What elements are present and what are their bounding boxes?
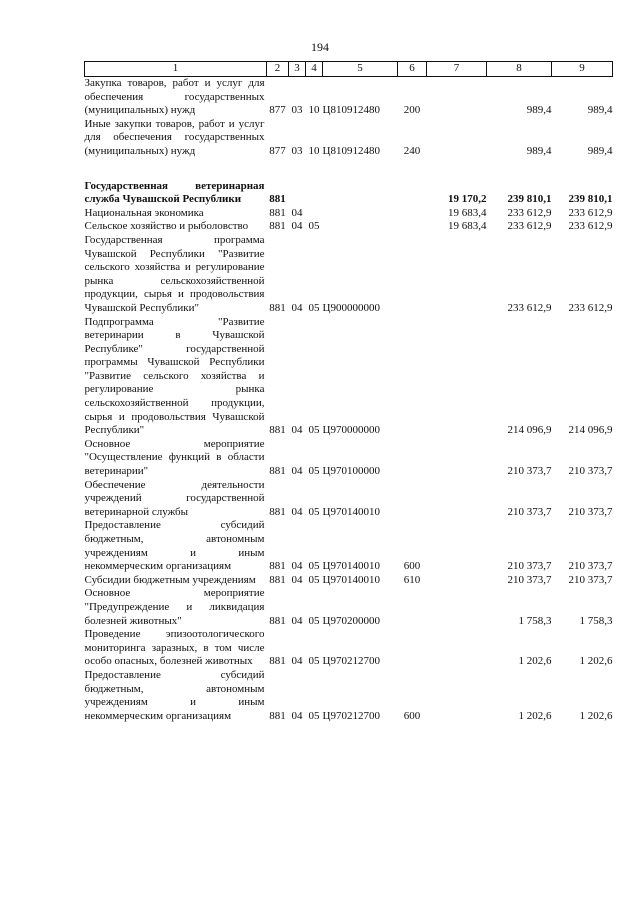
section-code: 04 (291, 573, 303, 586)
table-row (85, 316, 613, 438)
subsection-code: 05 (308, 424, 320, 437)
table-row (85, 519, 613, 573)
table-row (85, 220, 613, 234)
amount-col7 (427, 234, 487, 316)
expense-type: 600 (403, 560, 421, 573)
expense-type: 610 (403, 573, 421, 586)
amount-col7 (427, 77, 487, 118)
section-code: 04 (291, 560, 303, 573)
target-article: Ц970000000 (322, 424, 380, 437)
amount-col9: 239 810,1 (568, 193, 613, 206)
section-code: 03 (291, 104, 303, 117)
subsection-code: 05 (308, 465, 320, 478)
page-number: 194 (311, 40, 329, 54)
amount-col9: 210 373,7 (568, 573, 613, 586)
admin-code: 881 (269, 465, 286, 478)
section-code: 04 (291, 614, 303, 627)
admin-code: 881 (269, 220, 286, 233)
admin-code: 881 (269, 560, 286, 573)
amount-col7 (427, 669, 487, 723)
amount-col9: 1 202,6 (579, 709, 613, 722)
subsection-code (306, 180, 323, 207)
table-row (85, 479, 613, 520)
expense-type (398, 587, 427, 628)
amount-col9: 989,4 (587, 144, 613, 157)
section-code: 04 (291, 424, 303, 437)
spacer-row (85, 159, 613, 180)
row-name: Сельское хозяйство и рыболовство (84, 220, 249, 233)
amount-col7 (427, 574, 487, 588)
admin-code: 881 (269, 655, 286, 668)
table-body (85, 77, 613, 724)
row-name: Основное мероприятие "Осуществление функций в области ветеринарии" (84, 437, 265, 478)
table-row (85, 207, 613, 221)
table-row (85, 438, 613, 479)
expense-type: 200 (403, 104, 421, 117)
admin-code: 881 (269, 573, 286, 586)
expense-type (398, 180, 427, 207)
section-code: 04 (291, 465, 303, 478)
amount-col8: 1 202,6 (518, 709, 552, 722)
amount-col7 (427, 628, 487, 669)
table-row (85, 180, 613, 207)
amount-col8: 239 810,1 (507, 193, 552, 206)
section-code (289, 180, 306, 207)
row-name: Иные закупки товаров, работ и услуг для обеспечения государственных (муниципальных) нужд (84, 117, 265, 157)
section-code: 04 (291, 301, 303, 314)
amount-col7 (427, 316, 487, 438)
amount-col9: 210 373,7 (568, 465, 613, 478)
amount-col7 (427, 438, 487, 479)
subsection-code (306, 207, 323, 221)
section-code: 04 (291, 655, 303, 668)
amount-col9: 233 612,9 (568, 301, 613, 314)
row-name: Основное мероприятие "Предупреждение и ликвидация болезней животных" (84, 587, 265, 627)
row-name: Предоставление субсидий бюджетным, автономным учреждениям и иным некоммерческим организациям (84, 668, 265, 722)
amount-col8: 210 373,7 (507, 465, 552, 478)
column-header: 6 (398, 62, 427, 77)
row-name: Субсидии бюджетным учреждениям (84, 573, 256, 586)
amount-col9: 989,4 (587, 104, 613, 117)
amount-col8: 989,4 (526, 104, 552, 117)
spacer-cell (85, 159, 613, 180)
target-article (323, 220, 398, 234)
amount-col8: 989,4 (526, 144, 552, 157)
amount-col8: 210 373,7 (507, 505, 552, 518)
target-article: Ц810912480 (322, 104, 380, 117)
budget-table (84, 61, 613, 723)
amount-col8: 210 373,7 (507, 560, 552, 573)
section-code: 04 (291, 206, 303, 219)
column-header: 5 (323, 62, 398, 77)
admin-code: 881 (269, 709, 286, 722)
expense-type: 600 (403, 709, 421, 722)
amount-col7: 19 683,4 (448, 206, 487, 219)
subsection-code: 05 (308, 220, 320, 233)
table-row (85, 574, 613, 588)
expense-type (398, 479, 427, 520)
target-article: Ц970100000 (322, 465, 380, 478)
target-article (323, 207, 398, 221)
amount-col8: 214 096,9 (507, 424, 552, 437)
row-name: Государственная программа Чувашской Республики "Развитие сельского хозяйства и регулирование рынка сельскохозяйственной продукции, сырья и продовольствия Чувашской Республики" (84, 233, 265, 314)
row-name: Проведение эпизоотологического мониторинга заразных, в том числе особо опасных, болезней животных (84, 628, 265, 668)
amount-col7 (427, 519, 487, 573)
admin-code: 881 (269, 614, 286, 627)
admin-code: 881 (269, 206, 286, 219)
table-row (85, 77, 613, 118)
section-code: 04 (291, 505, 303, 518)
admin-code: 881 (269, 193, 286, 206)
target-article: Ц900000000 (322, 301, 380, 314)
amount-col8: 233 612,9 (507, 220, 552, 233)
amount-col9: 214 096,9 (568, 424, 613, 437)
expense-type (398, 628, 427, 669)
subsection-code: 10 (308, 144, 320, 157)
expense-type (398, 316, 427, 438)
subsection-code: 05 (308, 560, 320, 573)
admin-code: 877 (269, 104, 286, 117)
column-header: 4 (306, 62, 323, 77)
admin-code: 877 (269, 144, 286, 157)
amount-col8: 233 612,9 (507, 206, 552, 219)
row-name: Закупка товаров, работ и услуг для обеспечения государственных (муниципальных) нужд (84, 77, 265, 117)
amount-col9: 210 373,7 (568, 560, 613, 573)
column-header: 7 (427, 62, 487, 77)
section-code: 04 (291, 709, 303, 722)
column-header: 3 (289, 62, 306, 77)
amount-col8: 1 202,6 (518, 655, 552, 668)
amount-col9: 233 612,9 (568, 206, 613, 219)
table-row (85, 587, 613, 628)
section-code: 03 (291, 144, 303, 157)
target-article: Ц970140010 (322, 505, 380, 518)
expense-type (398, 220, 427, 234)
target-article (323, 180, 398, 207)
expense-type (398, 234, 427, 316)
expense-type: 240 (403, 144, 421, 157)
amount-col9: 1 758,3 (579, 614, 613, 627)
column-number-header (85, 62, 613, 77)
row-name: Подпрограмма "Развитие ветеринарии в Чувашской Республике" государственной программы Чувашской Республики "Развитие сельского хозяйства и регулирование рынка сельскохозяйственной продукции, сырья и продовольствия Чувашской Республики" (84, 315, 265, 437)
column-header: 8 (487, 62, 552, 77)
amount-col7: 19 170,2 (448, 193, 487, 206)
subsection-code: 05 (308, 709, 320, 722)
row-name: Государственная ветеринарная служба Чувашской Республики (84, 179, 265, 206)
row-name: Национальная экономика (84, 206, 204, 219)
table-row (85, 669, 613, 723)
amount-col8: 210 373,7 (507, 573, 552, 586)
table-row (85, 234, 613, 316)
target-article: Ц970212700 (322, 655, 380, 668)
subsection-code: 05 (308, 573, 320, 586)
target-article: Ц970140010 (322, 560, 380, 573)
amount-col7 (427, 479, 487, 520)
amount-col9: 233 612,9 (568, 220, 613, 233)
amount-col8: 1 758,3 (518, 614, 552, 627)
section-code: 04 (291, 220, 303, 233)
admin-code: 881 (269, 424, 286, 437)
amount-col7 (427, 587, 487, 628)
admin-code: 881 (269, 301, 286, 314)
expense-type (398, 438, 427, 479)
row-name: Предоставление субсидий бюджетным, автономным учреждениям и иным некоммерческим организациям (84, 519, 265, 573)
target-article: Ц810912480 (322, 144, 380, 157)
target-article: Ц970200000 (322, 614, 380, 627)
admin-code: 881 (269, 505, 286, 518)
table-row (85, 118, 613, 159)
column-header: 2 (267, 62, 289, 77)
column-header: 9 (552, 62, 613, 77)
amount-col7: 19 683,4 (448, 220, 487, 233)
table-row (85, 628, 613, 669)
subsection-code: 05 (308, 301, 320, 314)
subsection-code: 05 (308, 505, 320, 518)
subsection-code: 05 (308, 614, 320, 627)
amount-col9: 1 202,6 (579, 655, 613, 668)
subsection-code: 05 (308, 655, 320, 668)
target-article: Ц970212700 (322, 709, 380, 722)
expense-type (398, 207, 427, 221)
column-header: 1 (85, 62, 267, 77)
target-article: Ц970140010 (322, 573, 380, 586)
amount-col7 (427, 118, 487, 159)
subsection-code: 10 (308, 104, 320, 117)
amount-col9: 210 373,7 (568, 505, 613, 518)
row-name: Обеспечение деятельности учреждений государственной ветеринарной службы (84, 478, 265, 518)
amount-col8: 233 612,9 (507, 301, 552, 314)
